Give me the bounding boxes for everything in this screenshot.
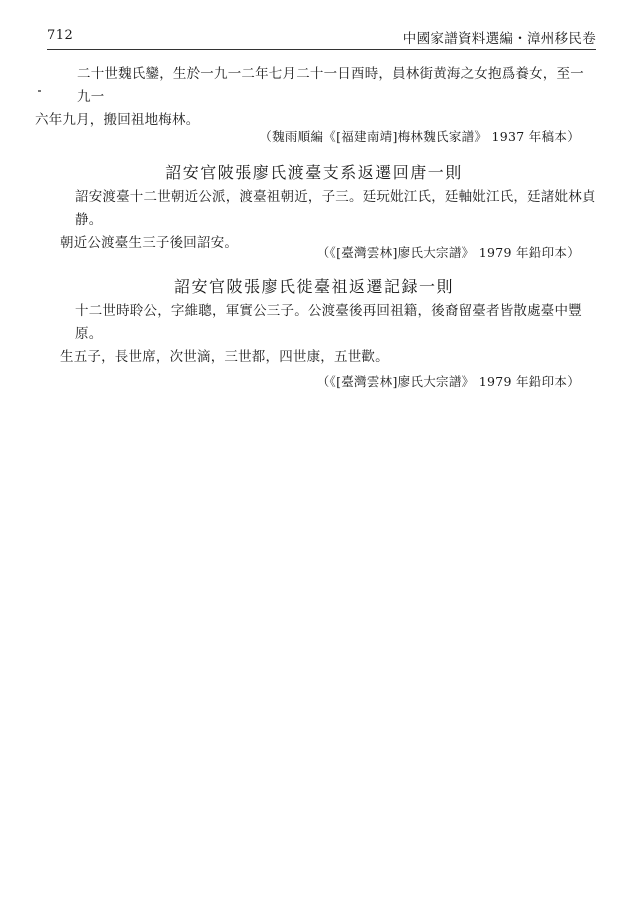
running-head: 中國家譜資料選編・漳州移民卷 xyxy=(402,31,596,47)
section-title: 詔安官陂張廖氏徙臺祖返遷記録一則 xyxy=(173,277,454,296)
source-citation: （《[臺灣雲林]廖氏大宗譜》 1979 年鉛印本） xyxy=(316,374,580,389)
source-citation: （《[臺灣雲林]廖氏大宗譜》 1979 年鉛印本） xyxy=(316,245,580,260)
paragraph-line: 詔安渡臺十二世朝近公派，渡臺祖朝近，子三。廷玩妣江氏，廷軸妣江氏，廷諸妣林貞静。 xyxy=(75,189,596,228)
paragraph-shiling xyxy=(60,300,605,369)
page-number: 712 xyxy=(47,28,74,43)
paragraph-line: 朝近公渡臺生三子後回詔安。 xyxy=(60,235,239,251)
paragraph-weishi-luan xyxy=(35,63,596,132)
section-title: 詔安官陂張廖氏渡臺支系返遷回唐一則 xyxy=(165,163,463,182)
source-citation: （魏雨順編《[福建南靖]梅林魏氏家譜》 1937 年稿本） xyxy=(259,129,580,144)
paragraph-line: 十二世時聆公，字維聰，軍實公三子。公渡臺後再回祖籍，後裔留臺者皆散處臺中豐原。 xyxy=(75,303,582,342)
paragraph-line: 生五子，長世席，次世滴，三世都，四世康，五世歡。 xyxy=(60,349,389,365)
paragraph-line: 二十世魏氏鑾，生於一九一二年七月二十一日酉時，員林街黄海之女抱爲養女，至一九一 xyxy=(77,66,584,105)
page-header xyxy=(47,25,596,50)
paragraph-line: 六年九月，搬回祖地梅林。 xyxy=(35,112,200,128)
scan-speck xyxy=(38,90,41,92)
